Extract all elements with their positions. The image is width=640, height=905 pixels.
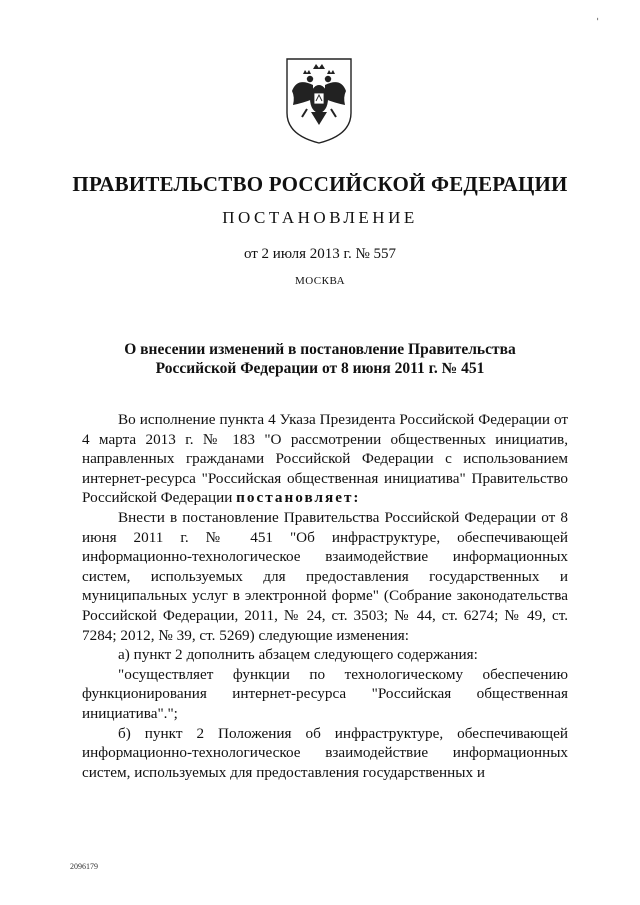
document-date-number: от 2 июля 2013 г. № 557 [243, 246, 397, 262]
body-paragraph: "осуществляет функции по технологическому обеспечению функционирования интернет-ресурса "Российская общественная инициатива"."; [82, 665, 568, 722]
footer-code: 2096179 [70, 862, 98, 871]
heading-line: Российской Федерации от 8 июня 2011 г. № 451 [155, 360, 485, 377]
document-body [82, 410, 568, 782]
document-city: МОСКВА [294, 275, 346, 287]
body-paragraph: б) пункт 2 Положения об инфраструктуре, обеспечивающей информационно-технологическое взаимодействие информационных систем, используемых для предоставления государственных и [82, 724, 568, 781]
corner-mark: - [593, 17, 604, 21]
decree-word: постановляет: [236, 489, 361, 507]
russian-coat-of-arms-icon [283, 55, 355, 145]
body-paragraph: а) пункт 2 дополнить абзацем следующего содержания: [118, 646, 478, 664]
body-paragraph: Внести в постановление Правительства Российской Федерации от 8 июня 2011 г. № 451 "Об инфраструктуре, обеспечивающей информационно-технологическое взаимодействие информационных систем, используемых для предоставления государственных и муниципальных услуг в электронной форме" (Собрание законодательства Российской Федерации, 2011, № 24, ст. 3503; № 44, ст. 6274; № 49, ст. 7284; 2012, № 39, ст. 5269) следующие изменения: [82, 508, 568, 644]
document-type: ПОСТАНОВЛЕНИЕ [222, 208, 418, 227]
heading-line: О внесении изменений в постановление Правительства [124, 341, 516, 358]
paragraph-text: Во исполнение пункта 4 Указа Президента Российской Федерации от 4 марта 2013 г. № 183 "О рассмотрении общественных инициатив, направленных гражданами Российской Федерации с использованием интернет-ресурса "Российская общественная инициатива" Правительство Российской Федерации [82, 411, 568, 507]
government-title: ПРАВИТЕЛЬСТВО РОССИЙСКОЙ ФЕДЕРАЦИИ [72, 172, 568, 196]
document-heading [80, 340, 560, 378]
body-paragraph [82, 410, 568, 508]
